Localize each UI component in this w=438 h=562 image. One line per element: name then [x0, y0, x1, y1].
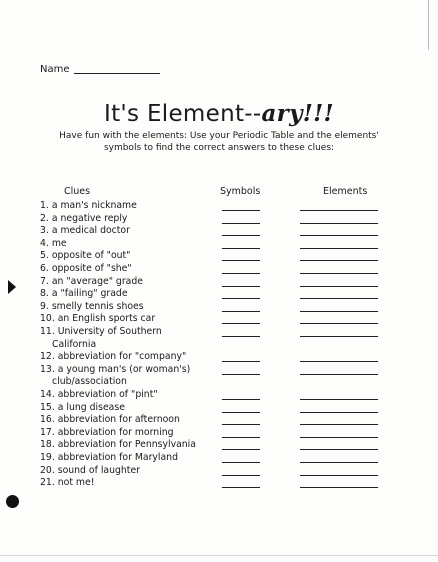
- element-answer-line[interactable]: [300, 235, 378, 236]
- symbols-header: Symbols: [220, 186, 261, 197]
- element-answer-line[interactable]: [300, 336, 378, 337]
- element-answer-line[interactable]: [300, 374, 378, 375]
- symbol-answer-line[interactable]: [222, 449, 260, 450]
- clue-text: 1. a man's nickname: [40, 200, 137, 211]
- element-answer-line[interactable]: [300, 399, 378, 400]
- instructions-line: symbols to find the correct answers to these clues:: [103, 143, 335, 153]
- name-field: [40, 64, 160, 75]
- clue-text: 9. smelly tennis shoes: [40, 300, 144, 312]
- clue-text: 4. me: [40, 237, 67, 249]
- symbol-answer-line[interactable]: [222, 487, 260, 488]
- element-answer-line[interactable]: [300, 462, 378, 463]
- element-answer-line[interactable]: [300, 361, 378, 362]
- element-answer-line[interactable]: [300, 286, 378, 287]
- symbol-answer-line[interactable]: [222, 475, 260, 476]
- element-answer-line[interactable]: [300, 248, 378, 249]
- hole-punch-mark: [8, 280, 16, 294]
- element-answer-line[interactable]: [300, 412, 378, 413]
- symbol-answer-line[interactable]: [222, 323, 260, 324]
- symbol-answer-line[interactable]: [222, 399, 260, 400]
- symbol-answer-line[interactable]: [222, 361, 260, 362]
- instructions-line: Have fun with the elements: Use your Periodic Table and the elements': [59, 131, 379, 141]
- clue-text-continued: club/association: [52, 376, 127, 388]
- element-answer-line[interactable]: [300, 475, 378, 476]
- element-answer-line[interactable]: [300, 323, 378, 324]
- clue-text: 10. an English sports car: [40, 313, 156, 325]
- clue-text: 17. abbreviation for morning: [40, 426, 174, 438]
- clue-text: 3. a medical doctor: [40, 225, 130, 237]
- symbol-answer-line[interactable]: [222, 298, 260, 299]
- element-answer-line[interactable]: [300, 311, 378, 312]
- clue-text: 13. a young man's (or woman's): [40, 363, 191, 375]
- element-answer-line[interactable]: [300, 437, 378, 438]
- clue-text: 16. abbreviation for afternoon: [40, 414, 180, 426]
- symbol-answer-line[interactable]: [222, 286, 260, 287]
- element-answer-line[interactable]: [300, 424, 378, 425]
- clue-text-continued: California: [52, 338, 97, 350]
- symbol-answer-line[interactable]: [222, 235, 260, 236]
- clue-text: 11. University of Southern: [40, 326, 162, 337]
- title-main: It's Element--: [104, 101, 262, 127]
- element-answer-line[interactable]: [300, 210, 378, 211]
- symbol-answer-line[interactable]: [222, 260, 260, 261]
- symbol-answer-line[interactable]: [222, 223, 260, 224]
- name-line: [74, 64, 160, 74]
- title-emphasis: ary!!!: [261, 100, 334, 127]
- name-label: Name: [40, 64, 70, 75]
- symbol-answer-line[interactable]: [222, 210, 260, 211]
- element-answer-line[interactable]: [300, 260, 378, 261]
- elements-header: Elements: [323, 186, 368, 197]
- element-answer-line[interactable]: [300, 487, 378, 488]
- symbol-answer-line[interactable]: [222, 374, 260, 375]
- element-answer-line[interactable]: [300, 449, 378, 450]
- clue-text: 19. abbreviation for Maryland: [40, 452, 178, 463]
- clue-text: 15. a lung disease: [40, 401, 125, 413]
- clue-text: 21. not me!: [40, 477, 95, 489]
- clue-text: 6. opposite of "she": [40, 263, 132, 274]
- page-edge: [0, 555, 438, 556]
- clue-text: 18. abbreviation for Pennsylvania: [40, 439, 196, 451]
- symbol-answer-line[interactable]: [222, 412, 260, 413]
- clues-header: Clues: [64, 186, 91, 197]
- symbol-answer-line[interactable]: [222, 311, 260, 312]
- symbol-answer-line[interactable]: [222, 336, 260, 337]
- clue-text: 20. sound of laughter: [40, 464, 140, 476]
- clue-text: 7. an "average" grade: [40, 275, 143, 287]
- element-answer-line[interactable]: [300, 223, 378, 224]
- clue-text: 14. abbreviation of "pint": [40, 389, 158, 400]
- symbol-answer-line[interactable]: [222, 273, 260, 274]
- instructions: [38, 130, 400, 154]
- symbol-answer-line[interactable]: [222, 462, 260, 463]
- page-title: [0, 100, 438, 127]
- clue-text: 12. abbreviation for "company": [40, 351, 187, 363]
- page-edge: [428, 0, 429, 50]
- clue-text: 5. opposite of "out": [40, 250, 131, 262]
- symbol-answer-line[interactable]: [222, 424, 260, 425]
- clue-text: 2. a negative reply: [40, 212, 128, 224]
- clue-text: 8. a "failing" grade: [40, 288, 128, 300]
- symbol-answer-line[interactable]: [222, 437, 260, 438]
- hole-punch-mark: [6, 495, 19, 508]
- symbol-answer-line[interactable]: [222, 248, 260, 249]
- element-answer-line[interactable]: [300, 298, 378, 299]
- element-answer-line[interactable]: [300, 273, 378, 274]
